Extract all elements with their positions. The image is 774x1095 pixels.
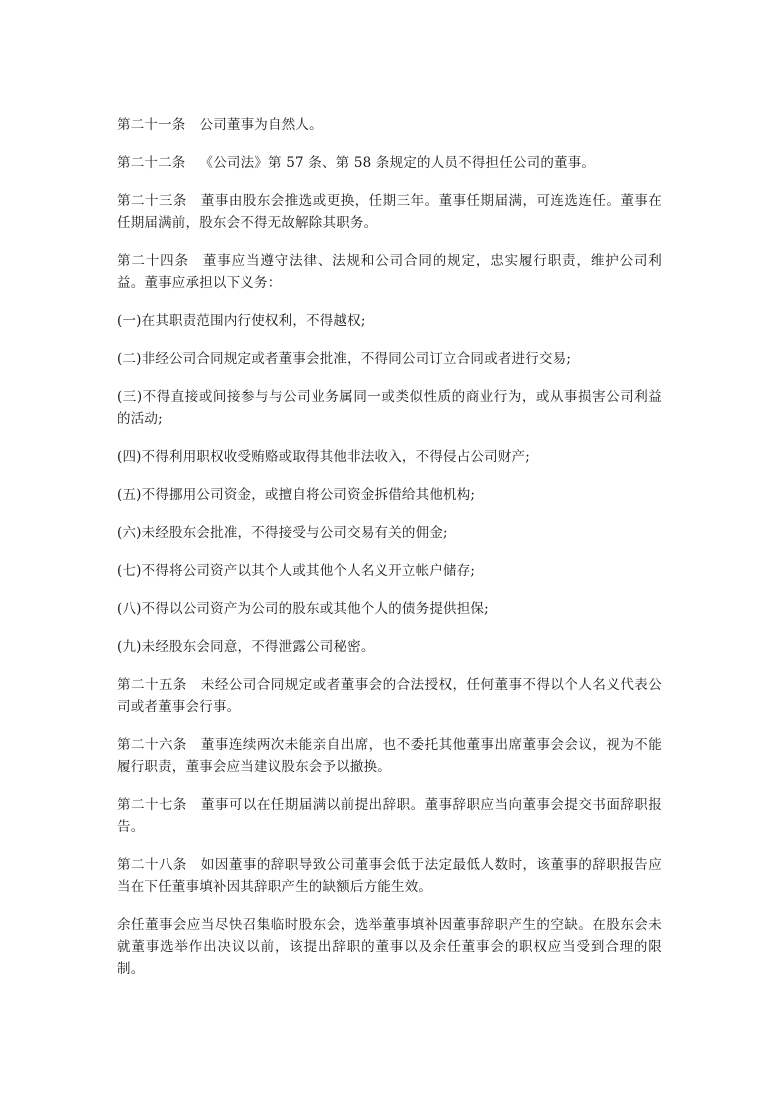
document-body [117,114,662,996]
obligation-item: (四)不得利用职权收受贿赂或取得其他非法收入，不得侵占公司财产; [117,449,530,465]
obligation-item: (七)不得将公司资产以其个人或其他个人名义开立帐户储存; [117,563,476,579]
article-number: 第二十二条 [117,155,186,171]
article-number: 第二十五条 [117,677,187,693]
article-22 [117,152,662,174]
article-24 [117,250,662,294]
article-number: 第二十七条 [117,797,187,813]
article-number: 第二十八条 [117,857,187,873]
article-27 [117,794,662,838]
article-text: 《公司法》第 57 条、第 58 条规定的人员不得担任公司的董事。 [199,155,596,171]
article-text: 董事由股东会推选或更换，任期三年。董事任期届满，可连选连任。董事在任期届满前，股东会不得无故解除其职务。 [117,193,662,231]
obligation-item: (一)在其职责范围内行使权利，不得越权; [117,313,366,329]
obligation-item: (五)不得挪用公司资金，或擅自将公司资金拆借给其他机构; [117,487,476,503]
article-28-continuation: 余任董事会应当尽快召集临时股东会，选举董事填补因董事辞职产生的空缺。在股东会未就董事选举作出决议以前，该提出辞职的董事以及余任董事会的职权应当受到合理的限制。 [117,917,662,977]
article-number: 第二十六条 [117,737,187,753]
article-21 [117,114,662,136]
article-text: 董事可以在任期届满以前提出辞职。董事辞职应当向董事会提交书面辞职报告。 [117,797,662,835]
article-number: 第二十三条 [117,193,187,209]
article-28 [117,854,662,898]
article-number: 第二十一条 [117,117,186,133]
article-text: 公司董事为自然人。 [199,117,323,133]
article-23 [117,190,662,234]
obligation-item: (三)不得直接或间接参与与公司业务属同一或类似性质的商业行为，或从事损害公司利益的活动; [117,389,662,427]
article-25 [117,674,662,718]
obligation-item: (六)未经股东会批准，不得接受与公司交易有关的佣金; [117,525,448,541]
obligation-item: (八)不得以公司资产为公司的股东或其他个人的债务提供担保; [117,601,489,617]
obligation-item: (二)非经公司合同规定或者董事会批准，不得同公司订立合同或者进行交易; [117,351,572,367]
article-number: 第二十四条 [117,253,189,269]
article-text: 董事连续两次未能亲自出席，也不委托其他董事出席董事会会议，视为不能履行职责，董事会应当建议股东会予以撤换。 [117,737,662,775]
article-26 [117,734,662,778]
obligation-item: (九)未经股东会同意，不得泄露公司秘密。 [117,639,375,655]
article-text: 如因董事的辞职导致公司董事会低于法定最低人数时，该董事的辞职报告应当在下任董事填补因其辞职产生的缺额后方能生效。 [117,857,662,895]
article-text: 未经公司合同规定或者董事会的合法授权，任何董事不得以个人名义代表公司或者董事会行事。 [117,677,662,715]
article-text: 董事应当遵守法律、法规和公司合同的规定，忠实履行职责，维护公司利益。董事应承担以下义务： [117,253,663,291]
